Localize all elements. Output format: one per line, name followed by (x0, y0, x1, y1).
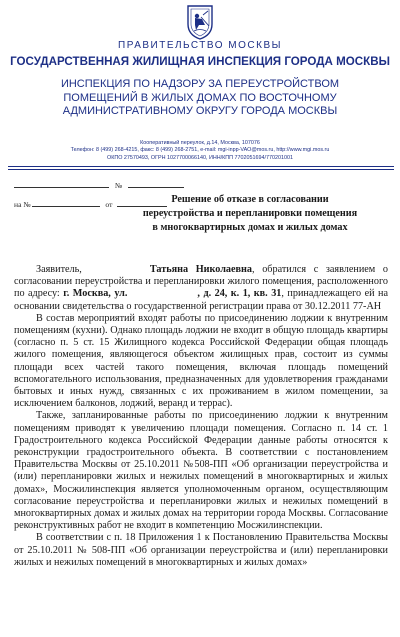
incoming-number-field (32, 199, 100, 207)
registry-codes-line: ОКПО 27570493, ОГРН 1027700066140, ИНН/КПП 7702051694/770201001 (107, 154, 293, 161)
paragraph-applicant: Заявитель, Татьяна Николаевна, обратился с заявлением о согласовании переустройства и перепланировки жилого помещения, расположенного по адресу: г. Москва, ул. , д. 24, к. 1, кв. 31, принадлежащего ей на основании свидетельства о государственной регистрации права от 30.12.2011 77-АН (14, 264, 388, 312)
incoming-prefix: на № (14, 200, 31, 209)
incoming-date-word: от (105, 200, 113, 209)
contact-block (0, 140, 400, 162)
paragraph-reconstruction: Также, запланированные работы по присоединению лоджии к внутренним помещениям приводят к увеличению площади помещения. Согласно п. 14 ст. 1 Градостроительного кодекса Российской Федерации данные работы относятся к реконструкции градостроительного объекта. В соответствии с постановлением Правительства Москвы от 25.10.2011 №508-ПП «Об организации переустройства и (или) перепланировки жилых и нежилых помещений в многоквартирных и жилых домах», Мосжилинспекция является уполномоченным органом, осуществляющим согласование переустройства и перепланировки жилых и нежилых помещений в многоквартирных домах и жилых домах на территории города Москвы. Согласование реконструктивных работ не входит в компетенцию Мосжилинспекции. (14, 410, 388, 532)
applicant-name: Татьяна Николаевна (149, 264, 253, 275)
moscow-coat-of-arms-icon (186, 4, 214, 40)
address-house-flat: , д. 24, к. 1, кв. 31 (197, 288, 282, 300)
title-line-2: переустройства и перепланировки помещения (142, 208, 358, 219)
address-city-street: г. Москва, ул. (63, 288, 128, 300)
paragraph-regulation: В соответствии с п. 18 Приложения 1 к Постановлению Правительства Москвы от 25.10.2011 № 508-ПП «Об организации переустройства и (или) перепланировки жилых и нежилых помещений в многоквартирных и жилых домах» (14, 532, 388, 568)
government-heading: ПРАВИТЕЛЬСТВО МОСКВЫ (118, 40, 282, 51)
title-line-1: Решение об отказе в согласовании (171, 194, 329, 205)
title-line-3: в многоквартирных домах и жилых домах (152, 222, 348, 233)
paragraph-loggia: В состав мероприятий входят работы по присоединению лоджии к внутренним помещениям (кухни). Однако площадь лоджии не входит в общую площадь квартиры (согласно п. 5 ст. 15 Жилищного кодекса Российской Федерации общая площадь жилого помещения, являющегося объектом жилищных прав, состоит из суммы площади всех частей такого помещения, включая площадь помещений вспомогательного использования, предназначенных для удовлетворения гражданами бытовых и иных нужд, связанных с их проживанием в жилом помещении, за исключением балконов, лоджий, веранд и террас). (14, 312, 388, 410)
header-divider (8, 166, 394, 167)
outgoing-number-blank (14, 180, 109, 188)
outgoing-number-field (128, 180, 184, 188)
header-divider-thin (8, 169, 394, 170)
document-body (14, 264, 388, 569)
sub-inspection-name: ИНСПЕКЦИЯ ПО НАДЗОРУ ЗА ПЕРЕУСТРОЙСТВОМ ПОМЕЩЕНИЙ В ЖИЛЫХ ДОМАХ ПО ВОСТОЧНОМУ АДМИНИСТРАТИВНОМУ ОКРУГУ ГОРОДА МОСКВЫ (60, 78, 340, 117)
outgoing-number-line: № (14, 180, 184, 190)
inspection-name: ГОСУДАРСТВЕННАЯ ЖИЛИЩНАЯ ИНСПЕКЦИЯ ГОРОДА МОСКВЫ (10, 55, 390, 68)
document-title (115, 193, 385, 235)
phone-line: Телефон: 8 (499) 268-4215, факс: 8 (499) 268-2751, e-mail: mgi-inpp-VAO@mos.ru, http://www.mgi.mos.ru (70, 147, 330, 154)
address-line: Кооперативный переулок, д.14, Москва, 107076 (140, 140, 260, 146)
